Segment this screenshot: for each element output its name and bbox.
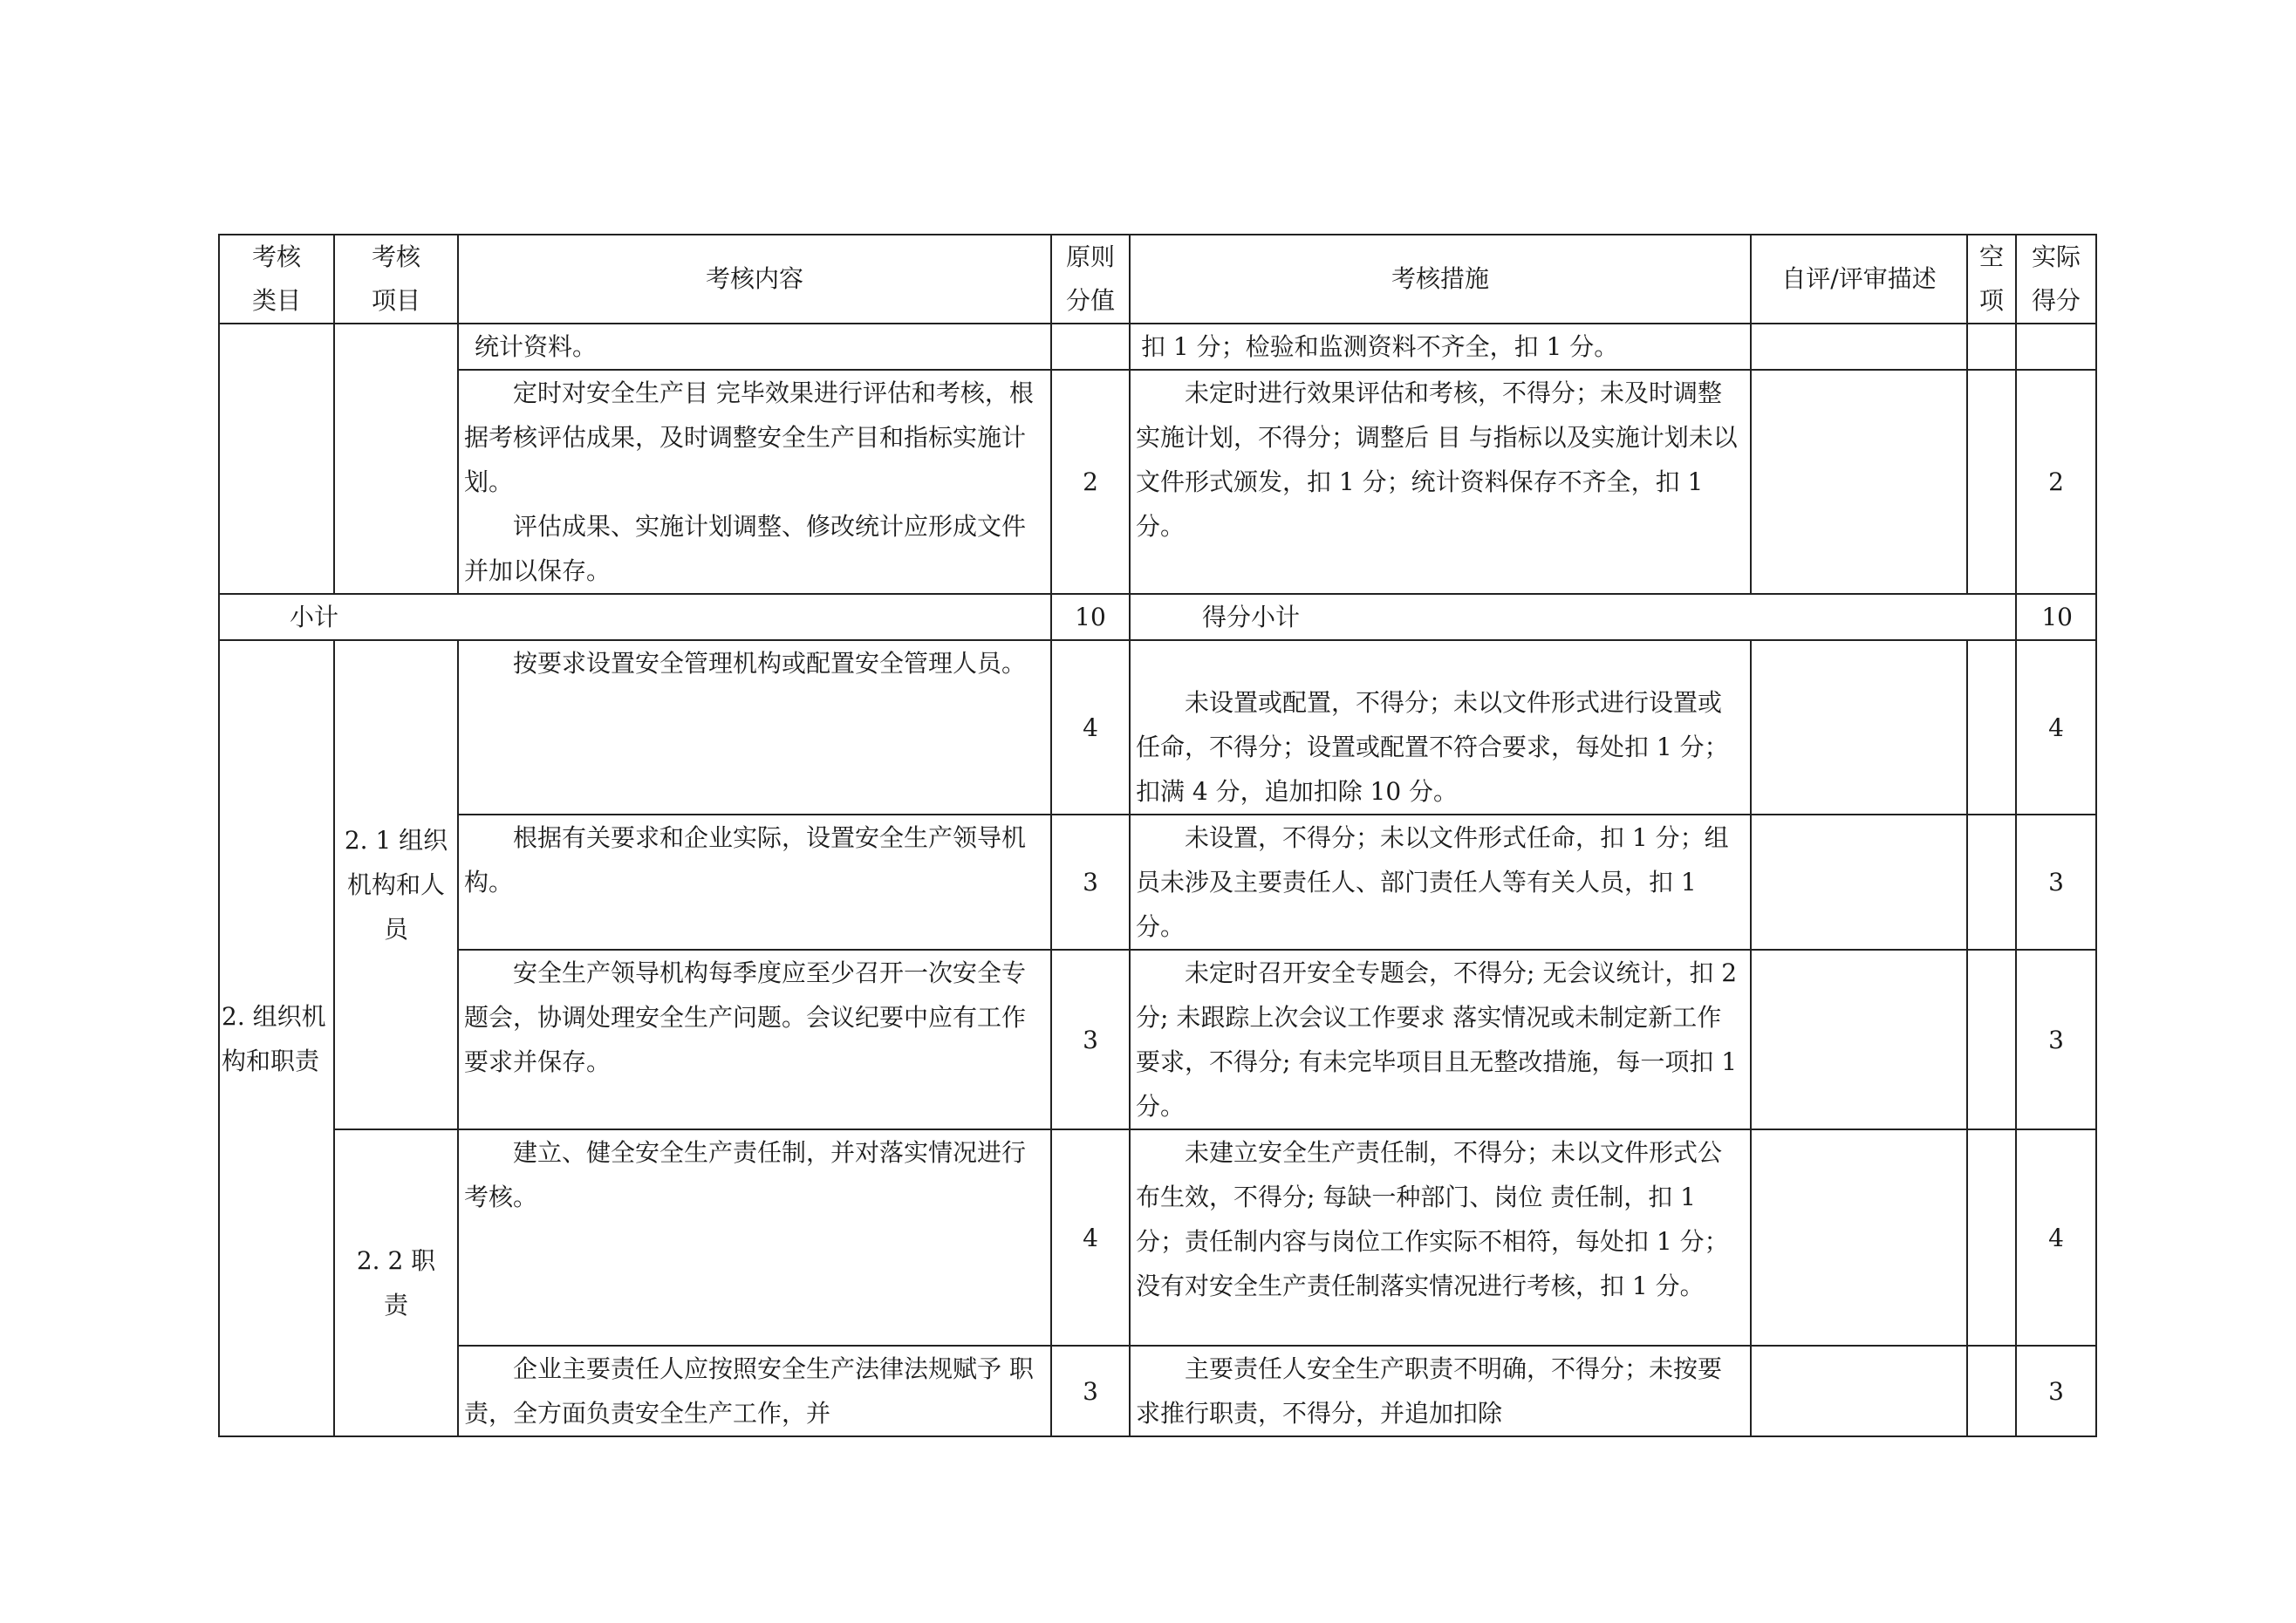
actual-score-cell: 3 [2016,1346,2096,1436]
table-row [219,1346,2096,1436]
blank-item-cell [1967,640,2016,815]
assessment-table [218,234,2097,1437]
table-row [219,815,2096,950]
content-cell [458,950,1051,1129]
table-row [219,324,2096,370]
header-item-text: 考核 项目 [371,242,420,315]
subtotal-label: 小计 [219,594,1051,640]
content-paragraph: 根据有关要求和企业实际，设置安全生产领导机构。 [464,823,1027,897]
blank-item-cell [1967,950,2016,1129]
content-text: 统计资料。 [475,332,598,361]
measure-paragraph: 未设置或配置，不得分；未以文件形式进行设置或任命，不得分；设置或配置不符合要求，每处扣 1 分；扣满 4 分，追加扣除 10 分。 [1136,688,1729,806]
table-row [219,640,2096,815]
score-cell: 3 [1051,815,1130,950]
subtotal-row [219,594,2096,640]
item-label: 2. 1 组织机构和人员 [334,640,458,1129]
self-review-cell [1751,370,1967,594]
measure-cell [1130,324,1751,370]
content-paragraph: 按要求设置安全管理机构或配置安全管理人员。 [513,649,1027,678]
header-standard-score-text: 原则 分值 [1065,242,1115,315]
header-actual-score [2016,235,2096,324]
score-cell: 3 [1051,1346,1130,1436]
score-cell [1051,324,1130,370]
content-paragraph: 安全生产领导机构每季度应至少召开一次安全专题会，协调处理安全生产问题。会议纪要中应有工作要求并保存。 [464,958,1027,1076]
blank-item-cell [1967,1129,2016,1346]
score-cell: 2 [1051,370,1130,594]
actual-score-cell [2016,324,2096,370]
table-row [219,370,2096,594]
table-row [219,1129,2096,1346]
content-cell [458,370,1051,594]
header-standard-score [1051,235,1130,324]
measure-paragraph: 未设置，不得分；未以文件形式任命，扣 1 分；组员未涉及主要责任人、部门责任人等有关人员，扣 1 分。 [1136,823,1729,941]
measure-cell [1130,950,1751,1129]
measure-cell [1130,1346,1751,1436]
item-cell-continued [334,324,458,594]
content-cell [458,815,1051,950]
score-cell: 4 [1051,1129,1130,1346]
self-review-cell [1751,640,1967,815]
subtotal-score: 10 [1051,594,1130,640]
blank-item-cell [1967,815,2016,950]
measure-paragraph: 未定时进行效果评估和考核，不得分；未及时调整实施计划，不得分；调整后 目 与指标以及实施计划未以文件形式颁发，扣 1 分；统计资料保存不齐全，扣 1 分。 [1136,378,1738,541]
self-review-cell [1751,815,1967,950]
content-cell [458,640,1051,815]
subtotal-score-label: 得分小计 [1130,594,2016,640]
measure-paragraph: 未定时召开安全专题会，不得分; 无会议统计，扣 2 分; 未跟踪上次会议工作要求 落实情况或未制定新工作要求，不得分; 有未完毕项目且无整改措施，每一项扣 1 分。 [1136,958,1738,1121]
table-header-row [219,235,2096,324]
header-measures: 考核措施 [1130,235,1751,324]
content-paragraph: 评估成果、实施计划调整、修改统计应形成文件并加以保存。 [464,512,1027,585]
table-row [219,950,2096,1129]
measure-cell [1130,640,1751,815]
measure-cell [1130,815,1751,950]
measure-paragraph: 主要责任人安全生产职责不明确，不得分；未按要求推行职责，不得分，并追加扣除 [1136,1354,1723,1428]
measure-paragraph: 未建立安全生产责任制，不得分；未以文件形式公布生效，不得分; 每缺一种部门、岗位 责任制，扣 1 分；责任制内容与岗位工作实际不相符，每处扣 1 分；没有对安全生产责任制落实情况进行考核，扣 1 分。 [1136,1138,1729,1300]
actual-score-cell: 4 [2016,640,2096,815]
subtotal-actual: 10 [2016,594,2096,640]
actual-score-cell: 4 [2016,1129,2096,1346]
header-category [219,235,334,324]
content-paragraph: 定时对安全生产目 完毕效果进行评估和考核，根据考核评估成果，及时调整安全生产目和指标实施计划。 [464,378,1034,496]
actual-score-cell: 3 [2016,815,2096,950]
item-label: 2. 2 职责 [334,1129,458,1436]
self-review-cell [1751,324,1967,370]
score-cell: 3 [1051,950,1130,1129]
content-paragraph: 企业主要责任人应按照安全生产法律法规赋予 职责，全方面负责安全生产工作，并 [464,1354,1034,1428]
blank-item-cell [1967,324,2016,370]
self-review-cell [1751,1129,1967,1346]
score-cell: 4 [1051,640,1130,815]
category-label: 2. 组织机构和职责 [219,640,334,1436]
measure-cell [1130,1129,1751,1346]
header-category-text: 考核 类目 [251,242,301,315]
header-blank-item-text: 空 项 [1978,242,2004,315]
header-self-review: 自评/评审描述 [1751,235,1967,324]
header-actual-score-text: 实际 得分 [2031,242,2081,315]
content-cell [458,1129,1051,1346]
blank-item-cell [1967,1346,2016,1436]
category-cell-continued [219,324,334,594]
header-item [334,235,458,324]
self-review-cell [1751,1346,1967,1436]
header-content: 考核内容 [458,235,1051,324]
actual-score-cell: 2 [2016,370,2096,594]
actual-score-cell: 3 [2016,950,2096,1129]
blank-item-cell [1967,370,2016,594]
header-blank-item [1967,235,2016,324]
content-cell [458,324,1051,370]
measure-cell [1130,370,1751,594]
self-review-cell [1751,950,1967,1129]
content-cell [458,1346,1051,1436]
content-paragraph: 建立、健全安全生产责任制，并对落实情况进行考核。 [464,1138,1027,1211]
measure-text: 扣 1 分；检验和监测资料不齐全，扣 1 分。 [1141,332,1619,361]
